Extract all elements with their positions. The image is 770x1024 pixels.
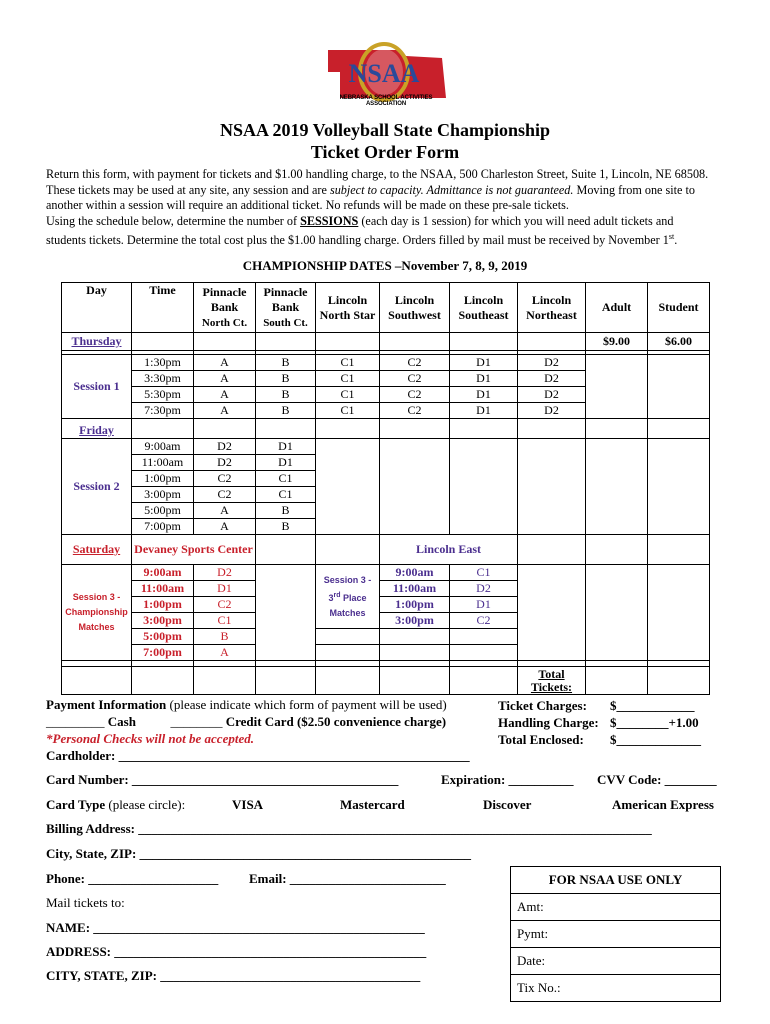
nsaa-date: Date: [511, 948, 721, 975]
table-row: Session 2 9:00am D2 D1 [62, 439, 710, 455]
thursday-row [62, 333, 710, 351]
total-enclosed-field[interactable]: $_____________ [610, 732, 701, 747]
charges-summary: Ticket Charges: $____________ Handling Charge: $________+1.00 Total Enclosed: $_____________ [498, 698, 701, 747]
cash-option[interactable]: _________ Cash [46, 714, 136, 729]
nsaa-pymt: Pymt: [511, 921, 721, 948]
table-row: Session 3 - Championship Matches 9:00am D2 Session 3 - 3rd Place Matches 9:00am C1 [62, 565, 710, 581]
session-1-label: Session 1 [62, 355, 132, 419]
table-row: 3:30pm A B C1 C2 D1 D2 [62, 371, 710, 387]
table-row: 5:00pm A B [62, 503, 710, 519]
venue-lincoln-east: Lincoln East [380, 535, 518, 565]
header-pinnacle-south: Pinnacle Bank South Ct. [256, 283, 316, 333]
adult-qty-s3[interactable] [586, 565, 648, 661]
header-day: Day [62, 283, 132, 333]
student-total[interactable] [648, 667, 710, 695]
billing-address-field[interactable]: Billing Address: _______________________________________________________________________________ [46, 821, 652, 836]
table-row: 3:00pm C2 C1 [62, 487, 710, 503]
student-qty-s3[interactable] [648, 565, 710, 661]
card-number-field[interactable]: Card Number: _________________________________________ [46, 772, 399, 787]
day-friday: Friday [62, 419, 132, 439]
table-row: 3:00pm C1 3:00pm C2 [62, 613, 710, 629]
credit-card-option[interactable]: ________ Credit Card ($2.50 convenience charge) [170, 714, 447, 729]
table-header-row [62, 283, 710, 333]
nsaa-tix: Tix No.: [511, 975, 721, 1002]
friday-row [62, 419, 710, 439]
adult-qty-s2[interactable] [586, 439, 648, 535]
table-row: 1:00pm C2 C1 [62, 471, 710, 487]
card-type-discover[interactable]: Discover [483, 797, 532, 812]
nsaa-use-heading: FOR NSAA USE ONLY [511, 867, 721, 894]
header-student: Student [648, 283, 710, 333]
schedule-table [61, 282, 710, 695]
table-row: 1:00pm C2 1:00pm D1 [62, 597, 710, 613]
header-adult: Adult [586, 283, 648, 333]
expiration-field[interactable]: Expiration: __________ [441, 772, 574, 787]
payment-info: Payment Information (please indicate which form of payment will be used) [46, 697, 447, 712]
saturday-row [62, 535, 710, 565]
cardholder-field[interactable]: Cardholder: ______________________________________________________ [46, 748, 470, 763]
header-lincoln-northeast: Lincoln Northeast [518, 283, 586, 333]
total-row [62, 667, 710, 695]
nsaa-amt: Amt: [511, 894, 721, 921]
logo-caption: NEBRASKA SCHOOL ACTIVITIES ASSOCIATION [339, 95, 433, 107]
table-row: 11:00am D1 11:00am D2 [62, 581, 710, 597]
adult-price: $9.00 [586, 333, 648, 351]
payment-options [46, 714, 446, 730]
table-row: 7:30pm A B C1 C2 D1 D2 [62, 403, 710, 419]
city-state-zip-field[interactable]: City, State, ZIP: ___________________________________________________ [46, 846, 472, 861]
name-field[interactable]: NAME: ___________________________________________________ [46, 920, 425, 935]
mail-tickets-label: Mail tickets to: [46, 895, 125, 910]
student-qty-s1[interactable] [648, 355, 710, 419]
adult-total[interactable] [586, 667, 648, 695]
instructions: Return this form, with payment for tickets and $1.00 handling charge, to the NSAA, 500 Charleston Street, Suite 1, Lincoln, NE 68508. These tickets may be used at any site, any session and are subject to capacity. Admittance is not guaranteed. Moving from one site to another within a session will require an additional ticket. No refunds will be made on these pre-sale tickets. Using the schedule below, determine the number of SESSIONS (each day is 1 session) for which you will need adult tickets and students tickets. Determine the total cost plus the $1.00 handling charge. Orders filled by mail must be received by November 1st. [46, 167, 709, 248]
card-type-mastercard[interactable]: Mastercard [340, 797, 405, 812]
header-pinnacle-north: Pinnacle Bank North Ct. [194, 283, 256, 333]
card-type-visa[interactable]: VISA [232, 797, 264, 812]
nsaa-use-box [510, 866, 721, 1002]
page-title: NSAA 2019 Volleyball State Championship [219, 120, 551, 140]
personal-checks-note: *Personal Checks will not be accepted. [46, 731, 254, 746]
logo-letters: NSAA [348, 59, 420, 88]
header-lincoln-southeast: Lincoln Southeast [450, 283, 518, 333]
table-row: 11:00am D2 D1 [62, 455, 710, 471]
header-lincoln-southwest: Lincoln Southwest [380, 283, 450, 333]
table-row: 5:00pm B [62, 629, 710, 645]
cvv-field[interactable]: CVV Code: ________ [597, 772, 717, 787]
card-type-label: Card Type (please circle): [46, 797, 186, 812]
session-3-label: Session 3 - Championship Matches [62, 565, 132, 661]
city-state-zip-mail-field[interactable]: CITY, STATE, ZIP: ________________________________________ [46, 968, 421, 983]
address-field[interactable]: ADDRESS: ________________________________________________ [46, 944, 427, 959]
table-row: 7:00pm A B [62, 519, 710, 535]
venue-devaney: Devaney Sports Center [132, 535, 256, 565]
student-qty-s2[interactable] [648, 439, 710, 535]
ticket-charges-field[interactable]: $____________ [610, 698, 695, 713]
student-price: $6.00 [648, 333, 710, 351]
day-saturday: Saturday [62, 535, 132, 565]
session-2-label: Session 2 [62, 439, 132, 535]
email-field[interactable]: Email: ________________________ [249, 871, 446, 886]
championship-dates-heading: CHAMPIONSHIP DATES –November 7, 8, 9, 2019 [242, 258, 528, 273]
total-tickets-label: Total Tickets: [518, 667, 586, 695]
header-time: Time [132, 283, 194, 333]
table-row: 5:30pm A B C1 C2 D1 D2 [62, 387, 710, 403]
table-row: 7:00pm A [62, 645, 710, 661]
table-row: Session 1 1:30pm A B C1 C2 D1 D2 [62, 355, 710, 371]
session-3-third-place-label: Session 3 - 3rd Place Matches [316, 565, 380, 629]
card-type-amex[interactable]: American Express [612, 797, 714, 812]
header-lincoln-north-star: Lincoln North Star [316, 283, 380, 333]
phone-field[interactable]: Phone: ____________________ [46, 871, 219, 886]
day-thursday: Thursday [62, 333, 132, 351]
handling-charge-field: $________+1.00 [610, 715, 699, 730]
adult-qty-s1[interactable] [586, 355, 648, 419]
page-subtitle: Ticket Order Form [310, 142, 460, 162]
